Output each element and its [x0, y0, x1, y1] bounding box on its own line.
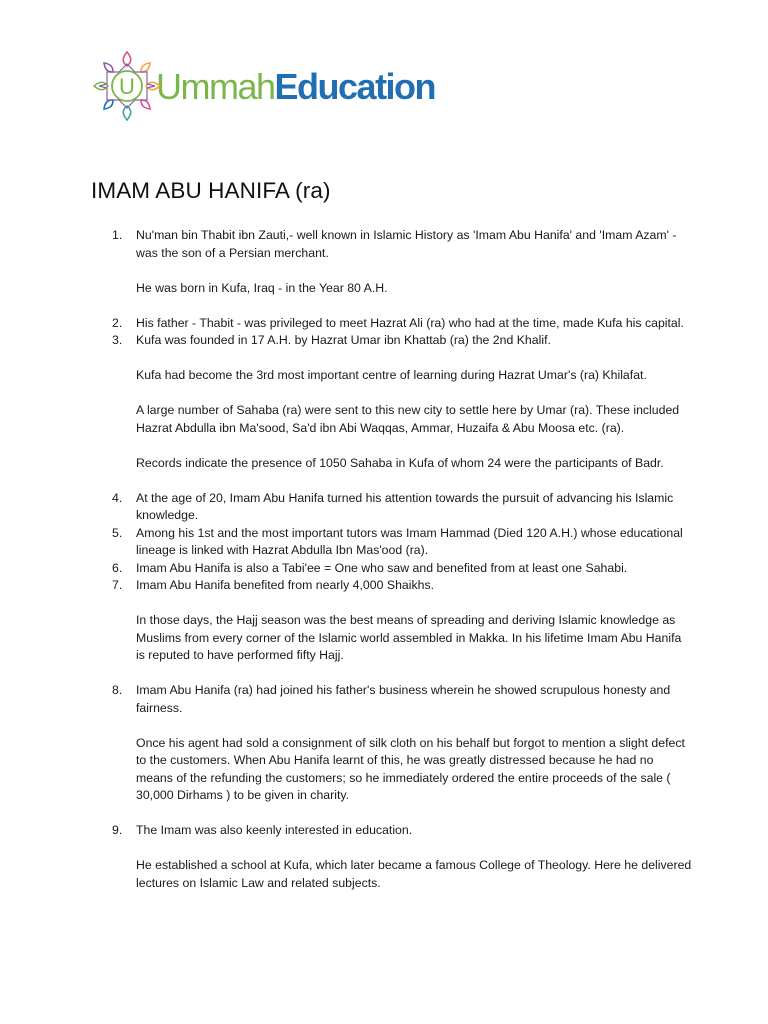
- list-item: [112, 227, 692, 297]
- list-item: [112, 560, 692, 578]
- list-item-paragraph: At the age of 20, Imam Abu Hanifa turned his attention towards the pursuit of advancing his Islamic knowledge.: [136, 490, 674, 522]
- list-item: [112, 332, 692, 472]
- brand-logo: [92, 50, 435, 122]
- list-item-paragraph: Nu'man bin Thabit ibn Zauti,- well known in Islamic History as 'Imam Abu Hanifa' and 'Imam Azam' - was the son of a Persian merchant.: [136, 228, 677, 260]
- list-item-paragraph: Once his agent had sold a consignment of silk cloth on his behalf but forgot to mention a slight defect to the customers. When Abu Hanifa learnt of this, he was greatly distressed because he had no means of the refunding the customers; so he immediately ordered the entire proceeds of the sale ( 30,000 Dirhams ) to be given in charity.: [136, 735, 685, 802]
- list-item: [112, 315, 692, 333]
- list-item-number: 3.: [112, 333, 123, 347]
- brand-wordmark: [156, 67, 435, 105]
- list-item-number: 8.: [112, 683, 123, 697]
- paragraph-gap: [136, 350, 692, 368]
- paragraph-gap: [136, 717, 692, 735]
- list-item: [112, 577, 692, 665]
- list-item-number: 6.: [112, 560, 123, 575]
- list-item-paragraph: He established a school at Kufa, which later became a famous College of Theology. Here he delivered lectures on Islamic Law and related subjects.: [136, 858, 692, 890]
- list-item-paragraph: His father - Thabit - was privileged to meet Hazrat Ali (ra) who had at the time, made Kufa his capital.: [136, 315, 684, 330]
- brand-name-part1: Ummah: [156, 66, 275, 107]
- list-item: [112, 490, 692, 525]
- list-item-paragraph: Imam Abu Hanifa benefited from nearly 4,000 Shaikhs.: [136, 578, 435, 592]
- item-gap: [112, 665, 692, 683]
- list-item-paragraph: Among his 1st and the most important tutors was Imam Hammad (Died 120 A.H.) whose educational lineage is linked with Hazrat Abdulla Ibn Mas'ood (ra).: [136, 525, 683, 557]
- list-item-paragraph: Kufa was founded in 17 A.H. by Hazrat Umar ibn Khattab (ra) the 2nd Khalif.: [136, 333, 551, 347]
- list-item-number: 2.: [112, 315, 123, 330]
- emblem-letter: U: [119, 74, 135, 99]
- list-item: [112, 525, 692, 560]
- list-item: [112, 682, 692, 805]
- emblem-star-icon: [92, 50, 162, 122]
- list-item-paragraph: Imam Abu Hanifa (ra) had joined his father's business wherein he showed scrupulous honesty and fairness.: [136, 683, 671, 715]
- list-item-paragraph: Imam Abu Hanifa is also a Tabi'ee = One who saw and benefited from at least one Sahabi.: [136, 560, 628, 575]
- item-gap: [112, 805, 692, 823]
- list-item-paragraph: The Imam was also keenly interested in education.: [136, 823, 413, 837]
- list-item-number: 9.: [112, 823, 123, 837]
- paragraph-gap: [136, 262, 692, 280]
- list-item-paragraph: A large number of Sahaba (ra) were sent to this new city to settle here by Umar (ra). These included Hazrat Abdulla ibn Ma'sood, Sa'd ibn Abi Waqqas, Ammar, Huzaifa & Abu Moosa etc. (ra).: [136, 403, 680, 435]
- page-title: IMAM ABU HANIFA (ra): [91, 178, 331, 203]
- paragraph-gap: [136, 595, 692, 613]
- paragraph-gap: [136, 385, 692, 403]
- numbered-list: [112, 227, 692, 892]
- list-item-paragraph: In those days, the Hajj season was the best means of spreading and deriving Islamic knowledge as Muslims from every corner of the Islamic world assembled in Makka. In his lifetime Imam Abu Hanifa is reputed to have performed fifty Hajj.: [136, 613, 682, 662]
- item-gap: [112, 297, 692, 315]
- list-item-number: 4.: [112, 490, 123, 505]
- item-gap: [112, 472, 692, 490]
- brand-emblem-icon: [92, 50, 162, 122]
- paragraph-gap: [136, 437, 692, 455]
- list-item-paragraph: He was born in Kufa, Iraq - in the Year 80 A.H.: [136, 280, 388, 295]
- list-item-paragraph: Kufa had become the 3rd most important centre of learning during Hazrat Umar's (ra) Khilafat.: [136, 368, 647, 382]
- list-item: [112, 822, 692, 892]
- list-item-number: 7.: [112, 578, 123, 592]
- list-item-paragraph: Records indicate the presence of 1050 Sahaba in Kufa of whom 24 were the participants of Badr.: [136, 455, 664, 470]
- brand-name-part2: Education: [274, 66, 436, 107]
- list-item-number: 1.: [112, 228, 123, 242]
- paragraph-gap: [136, 840, 692, 858]
- list-item-number: 5.: [112, 525, 123, 540]
